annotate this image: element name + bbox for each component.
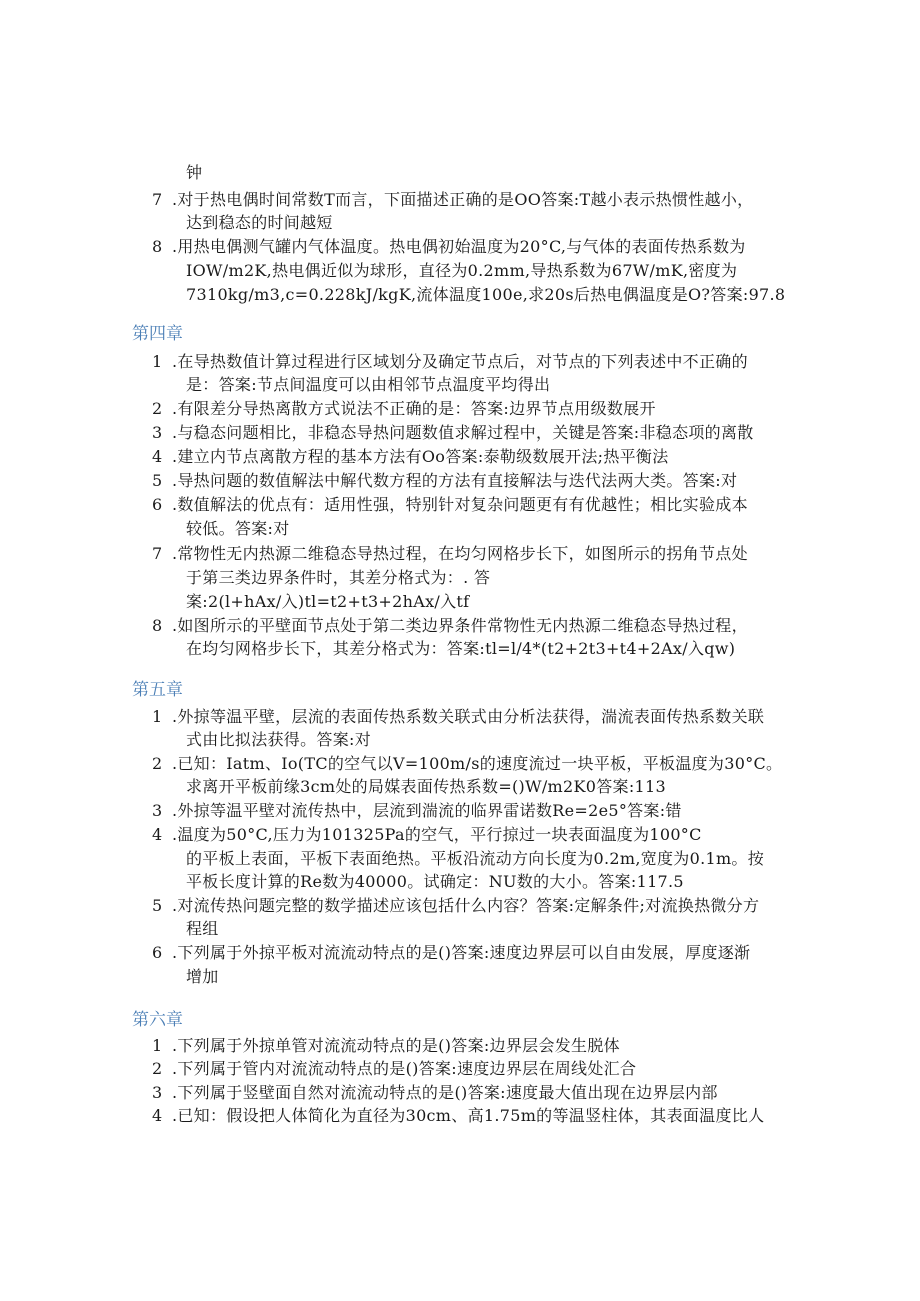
item-number: 2 (152, 1059, 163, 1078)
item-text: 求离开平板前缘3cm处的局媒表面传热系数=()W∕m2K0答案:113 (186, 777, 666, 796)
item-number: 2 (152, 399, 163, 418)
item-text: .在导热数值计算过程进行区域划分及确定节点后，对节点的下列表述中不正确的 (172, 352, 748, 371)
item-number: 1 (152, 707, 163, 726)
item-text: .用热电偶测气罐内气体温度。热电偶初始温度为20°C,与气体的表面传热系数为 (172, 237, 746, 256)
item-text: 案:2(l+hAx/入)tl=t2+t3+2hAx/入tf (186, 592, 470, 611)
item-number: 6 (152, 943, 163, 962)
item-text: 较低。答案:对 (186, 519, 290, 538)
item-number: 2 (152, 754, 163, 773)
item-text: .下列属于外掠单管对流流动特点的是()答案:边界层会发生脱体 (172, 1036, 620, 1055)
chapter-heading: 第五章 (132, 680, 183, 700)
item-text: 7310kg∕m3,c=0.228kJ∕kgK,流体温度100e,求20s后热电偶温度是O?答案:97.8 (186, 285, 786, 304)
item-number: 4 (152, 1106, 163, 1125)
item-text: .数值解法的优点有：适用性强，特别针对复杂问题更有有优越性；相比实验成本 (172, 495, 748, 514)
item-text: .外掠等温平壁，层流的表面传热系数关联式由分析法获得，湍流表面传热系数关联 (172, 707, 765, 726)
item-text: .已知：假设把人体简化为直径为30cm、高1.75m的等温竖柱体，其表面温度比人 (172, 1106, 765, 1125)
item-text: 的平板上表面，平板下表面绝热。平板沿流动方向长度为0.2m,宽度为0.1m。按 (186, 849, 765, 868)
item-text: .建立内节点离散方程的基本方法有Oo答案:泰勒级数展开法;热平衡法 (172, 447, 669, 466)
chapter-heading: 第六章 (132, 1010, 183, 1030)
item-number: 4 (152, 825, 163, 844)
item-text: 于第三类边界条件时，其差分格式为：. 答 (186, 568, 491, 587)
item-number: 6 (152, 495, 163, 514)
item-text: .对于热电偶时间常数T而言，下面描述正确的是OO答案:T越小表示热惯性越小， (172, 190, 754, 209)
item-text: 增加 (186, 967, 219, 986)
item-text: .对流传热问题完整的数学描述应该包括什么内容？答案:定解条件;对流换热微分方 (172, 896, 760, 915)
item-number: 7 (152, 544, 163, 563)
top-fragment: 钟 (186, 163, 203, 182)
item-text: 平板长度计算的Re数为40000。试确定：NU数的大小。答案:117.5 (186, 872, 684, 891)
item-text: .如图所示的平壁面节点处于第二类边界条件常物性无内热源二维稳态导热过程， (172, 616, 748, 635)
item-number: 5 (152, 896, 163, 915)
item-text: .与稳态问题相比，非稳态导热问题数值求解过程中，关键是答案:非稳态项的离散 (172, 423, 754, 442)
item-text: .外掠等温平壁对流传热中，层流到湍流的临界雷诺数Re=2e5°答案:错 (172, 801, 682, 820)
item-text: 在均匀网格步长下，其差分格式为：答案:tl=l∕4*(t2+2t3+t4+2Ax/入qw) (186, 639, 736, 658)
item-text: .常物性无内热源二维稳态导热过程，在均匀网格步长下，如图所示的拐角节点处 (172, 544, 748, 563)
item-text: 式由比拟法获得。答案:对 (186, 730, 371, 749)
item-text: IOW∕m2K,热电偶近似为球形，直径为0.2mm,导热系数为67W∕mK,密度为 (186, 261, 738, 280)
item-number: 1 (152, 352, 163, 371)
item-number: 7 (152, 190, 163, 209)
item-number: 4 (152, 447, 163, 466)
item-number: 1 (152, 1036, 163, 1055)
item-number: 3 (152, 1083, 163, 1102)
item-text: 程组 (186, 919, 219, 938)
item-text: 达到稳态的时间越短 (186, 213, 333, 232)
item-number: 5 (152, 471, 163, 490)
item-number: 8 (152, 616, 163, 635)
item-number: 8 (152, 237, 163, 256)
item-text: .导热问题的数值解法中解代数方程的方法有直接解法与迭代法两大类。答案:对 (172, 471, 738, 490)
item-text: .下列属于管内对流流动特点的是()答案:速度边界层在周线处汇合 (172, 1059, 637, 1078)
item-text: .下列属于外掠平板对流流动特点的是()答案:速度边界层可以自由发展，厚度逐渐 (172, 943, 751, 962)
item-number: 3 (152, 801, 163, 820)
item-number: 3 (152, 423, 163, 442)
item-text: 是：答案:节点间温度可以由相邻节点温度平均得出 (186, 375, 551, 394)
item-text: .温度为50°C,压力为101325Pa的空气，平行掠过一块表面温度为100°C (172, 825, 702, 844)
item-text: .有限差分导热离散方式说法不正确的是：答案:边界节点用级数展开 (172, 399, 656, 418)
chapter-heading: 第四章 (132, 324, 183, 344)
item-text: .下列属于竖壁面自然对流流动特点的是()答案:速度最大值出现在边界层内部 (172, 1083, 718, 1102)
item-text: .已知：Iatm、Io(TC的空气以V=100m/s的速度流过一块平板，平板温度为30°C。 (172, 754, 783, 773)
